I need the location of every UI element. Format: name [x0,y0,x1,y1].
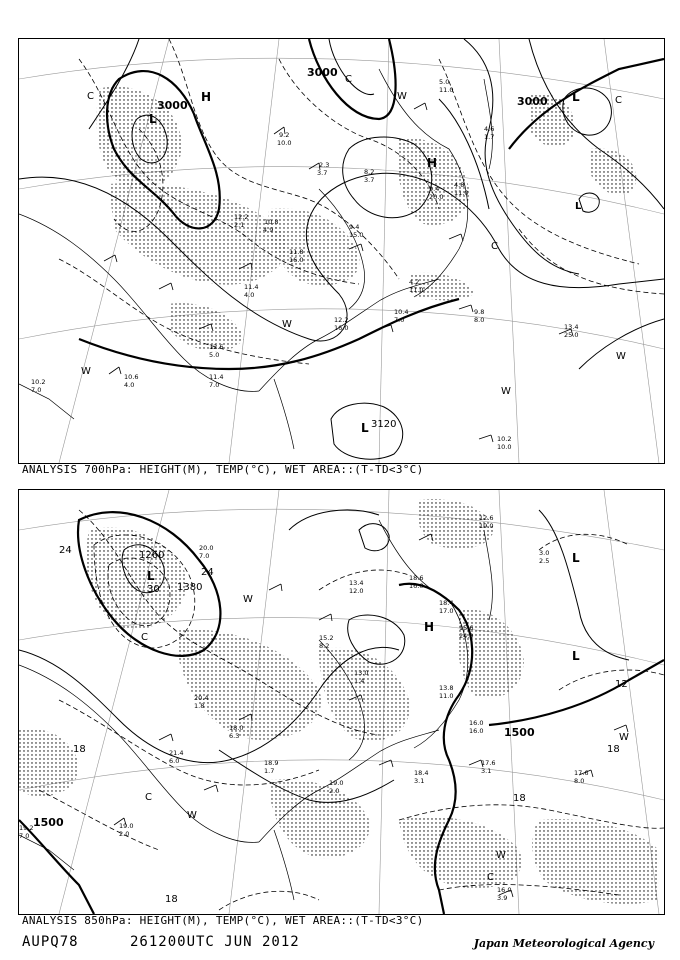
svg-text:4.6: 4.6 [484,125,495,133]
svg-text:16.0: 16.0 [409,582,424,590]
svg-text:1.7: 1.7 [484,133,495,141]
svg-text:16.0: 16.0 [289,256,304,264]
svg-text:3.1: 3.1 [481,767,492,775]
svg-text:16.0: 16.0 [469,719,484,727]
svg-text:20.4: 20.4 [194,694,209,702]
svg-text:18.9: 18.9 [264,759,279,767]
svg-text:9.4: 9.4 [349,223,360,231]
svg-text:6.3: 6.3 [229,732,240,740]
svg-text:1.4: 1.4 [354,677,365,685]
cold-label: C [615,95,622,106]
svg-text:10.0: 10.0 [277,139,292,147]
svg-text:9.2: 9.2 [279,131,290,139]
svg-text:3.7: 3.7 [317,169,328,177]
svg-text:12.0: 12.0 [349,587,364,595]
svg-text:8.2: 8.2 [319,642,330,650]
height-label: 3000 [157,99,188,112]
svg-text:18.4: 18.4 [439,599,454,607]
pressure-center-low: L [572,649,580,663]
chart-700hpa [18,38,665,464]
warm-label: W [243,594,253,605]
svg-text:16.0: 16.0 [469,727,484,735]
svg-text:11.0: 11.0 [454,189,469,197]
cold-label: C [145,792,152,803]
svg-text:18.6: 18.6 [409,574,424,582]
pressure-center-low: L [149,112,157,126]
svg-text:19.0: 19.0 [329,779,344,787]
svg-text:10.8: 10.8 [264,218,279,226]
svg-text:3.0: 3.0 [539,549,550,557]
svg-text:11.8: 11.8 [289,248,304,256]
svg-text:17.0: 17.0 [439,607,454,615]
svg-text:3.1: 3.1 [414,777,425,785]
pressure-center-low: L [361,421,369,435]
svg-text:19.0: 19.0 [119,822,134,830]
warm-label: W [616,351,626,362]
svg-text:15.6: 15.6 [459,624,474,632]
warm-label: W [81,366,91,377]
svg-text:5.0: 5.0 [439,78,450,86]
valid-time: 261200UTC JUN 2012 [130,934,300,950]
svg-text:20.0: 20.0 [429,193,444,201]
svg-text:11.0: 11.0 [439,86,454,94]
svg-text:16.0: 16.0 [334,324,349,332]
svg-text:7.0: 7.0 [31,386,42,394]
wet-areas [19,499,659,904]
svg-text:17.6: 17.6 [574,769,589,777]
svg-text:8.0: 8.0 [574,777,585,785]
height-label: 3000 [307,66,338,79]
svg-text:19.2: 19.2 [19,824,34,832]
cold-label: C [487,872,494,883]
cold-label: C [141,632,148,643]
svg-text:7.0: 7.0 [209,381,220,389]
temperature-label: 24 [201,567,214,578]
svg-text:2.0: 2.0 [119,830,130,838]
svg-text:15.2: 15.2 [319,634,334,642]
svg-text:16.0: 16.0 [497,886,512,894]
svg-text:9.4: 9.4 [429,185,440,193]
temperature-label: 18 [607,744,620,755]
svg-text:13.4: 13.4 [349,579,364,587]
svg-text:3.9: 3.9 [497,894,508,902]
svg-text:4.2: 4.2 [409,278,420,286]
svg-text:1.8: 1.8 [194,702,205,710]
caption-700hpa: ANALYSIS 700hPa: HEIGHT(M), TEMP(°C), WET AREA::(T-TD<3°C) [22,463,424,476]
pressure-center-high: H [424,620,435,634]
temperature-label: 12 [615,679,628,690]
chart-850hpa [18,489,665,915]
cold-label: C [87,91,94,102]
svg-text:7.0: 7.0 [394,316,405,324]
temperature-label: 24 [59,545,72,556]
svg-text:19.0: 19.0 [479,522,494,530]
pressure-center-high: H [201,90,212,104]
svg-text:1.7: 1.7 [264,767,275,775]
svg-text:7.0: 7.0 [199,552,210,560]
svg-text:15.0: 15.0 [349,231,364,239]
height-label: 3000 [517,95,548,108]
svg-text:18.4: 18.4 [414,769,429,777]
svg-text:12.6: 12.6 [479,514,494,522]
svg-text:12.6: 12.6 [209,343,224,351]
svg-text:10.2: 10.2 [497,435,512,443]
height-label: 1500 [504,726,535,739]
temperature-label: 30 [147,584,160,595]
svg-text:21.4: 21.4 [169,749,184,757]
pressure-center-high: H [427,156,438,170]
height-label: 1380 [177,582,203,593]
svg-text:6.0: 6.0 [169,757,180,765]
svg-text:11.0: 11.0 [439,692,454,700]
svg-text:12.2: 12.2 [234,213,249,221]
temperature-label: 18 [165,894,178,905]
svg-text:8.0: 8.0 [474,316,485,324]
svg-text:12.2: 12.2 [334,316,349,324]
svg-text:18.0: 18.0 [229,724,244,732]
warm-label: W [187,810,197,821]
svg-text:4.8: 4.8 [454,181,465,189]
svg-text:4.9: 4.9 [263,226,274,234]
warm-label: W [619,732,629,743]
chart-code: AUPQ78 [22,934,79,950]
svg-text:13.8: 13.8 [439,684,454,692]
pressure-center-low: L [147,569,155,583]
svg-text:8.2: 8.2 [364,168,375,176]
caption-850hpa: ANALYSIS 850hPa: HEIGHT(M), TEMP(°C), WET AREA::(T-TD<3°C) [22,914,424,927]
svg-text:5.0: 5.0 [209,351,220,359]
svg-text:2.0: 2.0 [329,787,340,795]
svg-text:7.0: 7.0 [19,832,30,840]
map-700hpa [19,39,664,463]
cold-label: C [345,74,352,85]
svg-text:11.4: 11.4 [209,373,224,381]
warm-label: W [282,319,292,330]
svg-text:4.0: 4.0 [124,381,135,389]
warm-label: W [496,850,506,861]
temperature-label: 18 [73,744,86,755]
svg-text:2.3: 2.3 [319,161,330,169]
svg-text:10.6: 10.6 [124,373,139,381]
cold-label: C [491,241,498,252]
warm-label: W [501,386,511,397]
pressure-center-low: L [572,90,580,104]
svg-text:20.0: 20.0 [199,544,214,552]
svg-text:3.7: 3.7 [364,176,375,184]
svg-text:10.2: 10.2 [31,378,46,386]
svg-text:13.4: 13.4 [564,323,579,331]
svg-text:11.4: 11.4 [244,283,259,291]
svg-text:10.0: 10.0 [497,443,512,451]
pressure-center-low: L [575,201,582,212]
height-label: 1500 [33,816,64,829]
map-850hpa [19,490,664,914]
svg-text:2.5: 2.5 [539,557,550,565]
svg-text:9.8: 9.8 [474,308,485,316]
svg-text:17.6: 17.6 [481,759,496,767]
svg-text:25.0: 25.0 [564,331,579,339]
svg-text:24.0: 24.0 [459,632,474,640]
agency-name: Japan Meteorological Agency [473,937,654,950]
pressure-center-low: L [572,551,580,565]
svg-text:2.1: 2.1 [234,221,245,229]
svg-text:10.4: 10.4 [394,308,409,316]
height-label: 3120 [371,419,397,430]
svg-text:11.0: 11.0 [409,286,424,294]
svg-text:13.0: 13.0 [354,669,369,677]
temperature-label: 18 [513,793,526,804]
warm-label: W [397,91,407,102]
svg-text:4.0: 4.0 [244,291,255,299]
height-label: 1260 [139,550,165,561]
